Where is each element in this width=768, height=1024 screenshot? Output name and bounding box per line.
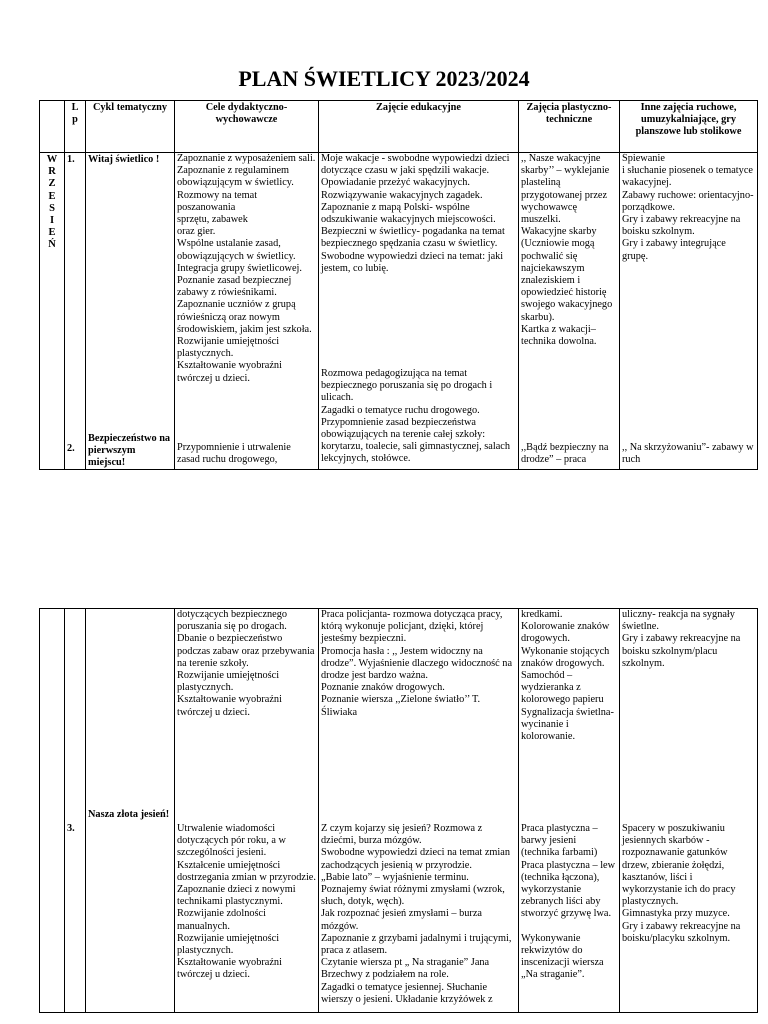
lesson-2: Rozmowa pedagogizująca na temat bezpiecznego poruszania się po drogach i ulicach. Zagadki o tematyce ruchu drogowego. Przypomnienie zasad bezpieczeństwa obowiązujących na terenie całej szkoły: korytarzu, toalecie, sali gimnastycznej, salach lekcyjnych, stołówce.	[321, 368, 510, 465]
header-cycle: Cykl tematyczny	[86, 101, 175, 153]
other-cont: uliczny- reakcja na sygnały świetlne. Gry i zabawy rekreacyjne na boisku szkolnym/placu szkolnym.	[622, 609, 741, 669]
lp-1: 1.	[67, 154, 75, 165]
goals-1: Zapoznanie z wyposażeniem sali. Zapoznanie z regulaminem obowiązującym w świetlicy. Rozmowy na temat poszanowania sprzętu, zabawek oraz gier. Wspólne ustalanie zasad, obowiązujących w świetlicy. Integracja grupy świetlicowej. Poznanie zasad bezpiecznej zabawy z rówieśnikami. Zapoznanie uczniów z grupą rówieśniczą oraz nowym środowiskiem, jakim jest szkoła. Rozwijanie umiejętności plastycznych. Kształtowanie wyobraźni twórczej u dzieci.	[177, 153, 316, 384]
art-2: ,,Bądź bezpieczny na drodze” – praca	[521, 442, 609, 466]
table-row	[40, 153, 758, 470]
cycle-2: Bezpieczeństwo na pierwszym miejscu!	[88, 433, 171, 469]
header-lp: L p	[65, 101, 86, 153]
other-cell	[620, 609, 758, 1013]
lp-2: 2.	[67, 443, 75, 454]
goals-cont: dotyczących bezpiecznego poruszania się po drogach. Dbanie o bezpieczeństwo podczas zabaw oraz przebywania na terenie szkoły. Rozwijanie umiejętności plastycznych. Kształtowanie wyobraźni twórczej u dzieci.	[177, 609, 315, 718]
table-row	[40, 609, 758, 1013]
goals-cell	[175, 153, 319, 470]
header-other: Inne zajęcia ruchowe, umuzykalniające, gry planszowe lub stolikowe	[620, 101, 758, 153]
art-cont: kredkami. Kolorowanie znaków drogowych. Wykonanie stojących znaków drogowych. Samochód – wydzieranka z kolorowego papieru Sygnalizacja świetlna- wycinanie i kolorowanie.	[521, 609, 614, 743]
cycle-cell	[86, 609, 175, 1013]
art-cell	[519, 153, 620, 470]
header-row	[40, 101, 758, 153]
other-2: ,, Na skrzyżowaniu”- zabawy w ruch	[622, 442, 754, 466]
lp-cell	[65, 153, 86, 470]
lesson-cont: Praca policjanta- rozmowa dotycząca pracy, którą wykonuje policjant, dzięki, której jesteśmy bezpieczni. Promocja hasła : ,, Jestem widoczny na drodze”. Wyjaśnienie dlaczego widoczność na drodze jest bardzo ważna. Poznanie znaków drogowych. Poznanie wiersza ,,Zielone światło’’ T. Śliwiaka	[321, 609, 513, 718]
lesson-3: Z czym kojarzy się jesień? Rozmowa z dziećmi, burza mózgów. Swobodne wypowiedzi dzieci na temat zmian zachodzących jesienią w przyrodzie. „Babie lato” – wyjaśnienie terminu. Poznajemy świat różnymi zmysłami (wzrok, słuch, dotyk, węch). Jak rozpoznać jesień zmysłami – burza mózgów. Zapoznanie z grzybami jadalnymi i trującymi, praca z atlasem. Czytanie wiersza pt „ Na straganie” Jana Brzechwy z podziałem na role. Zagadki o tematyce jesiennej. Słuchanie wierszy o jesieni. Układanie krzyżówek z	[321, 823, 512, 1005]
lesson-cell	[319, 153, 519, 470]
lp-cell	[65, 609, 86, 1013]
plan-table-page-2	[39, 608, 758, 1013]
month-cell	[40, 609, 65, 1013]
art-cell	[519, 609, 620, 1013]
header-month	[40, 101, 65, 153]
cycle-cell	[86, 153, 175, 470]
header-art: Zajęcia plastyczno-techniczne	[519, 101, 620, 153]
other-3: Spacery w poszukiwaniu jesiennych skarbów - rozpoznawanie gatunków drzew, zbieranie żołędzi, kasztanów, liści i wykorzystanie ich do pracy plastycznych. Gimnastyka przy muzyce. Gry i zabawy rekreacyjne na boisku/placyku szkolnym.	[622, 823, 741, 944]
page-title: PLAN ŚWIETLICY 2023/2024	[238, 66, 530, 91]
other-1: Śpiewanie i słuchanie piosenek o tematyce wakacyjnej. Zabawy ruchowe: orientacyjno-porządkowe. Gry i zabawy rekreacyjne na boisku szkolnym. Gry i zabawy integrujące grupę.	[622, 153, 754, 262]
goals-cell	[175, 609, 319, 1013]
other-cell	[620, 153, 758, 470]
month-label: W R Z E S I E Ń	[40, 153, 65, 470]
header-goals: Cele dydaktyczno-wychowawcze	[175, 101, 319, 153]
cycle-1: Witaj świetlico !	[88, 154, 160, 165]
goals-3: Utrwalenie wiadomości dotyczących pór roku, a w szczególności jesieni. Kształcenie umiejętności dostrzegania zmian w przyrodzie. Zapoznanie dzieci z nowymi technikami plastycznymi. Rozwijanie zdolności manualnych. Rozwijanie umiejętności plastycznych. Kształtowanie wyobraźni twórczej u dzieci.	[177, 823, 316, 981]
goals-2: Przypomnienie i utrwalenie zasad ruchu drogowego,	[177, 442, 291, 466]
header-lesson: Zajęcie edukacyjne	[319, 101, 519, 153]
lesson-cell	[319, 609, 519, 1013]
plan-table-page-1	[39, 100, 758, 470]
art-3: Praca plastyczna – barwy jesieni (technika farbami) Praca plastyczna – lew (technika łączona), wykorzystanie zebranych liści aby stworzyć grzywę lwa. Wykonywanie rekwizytów do inscenizacji wiersza „Na straganie”.	[521, 823, 616, 981]
art-1: ,, Nasze wakacyjne skarby’’ – wyklejanie plasteliną przygotowanej przez wychowawcę muszelki. Wakacyjne skarby (Uczniowie mogą pochwalić się najciekawszym znaleziskiem i opowiedzieć historię swojego wakacyjnego skarbu). Kartka z wakacji– technika dowolna.	[521, 153, 613, 348]
lesson-1: Moje wakacje - swobodne wypowiedzi dzieci dotyczące czasu w jaki spędzili wakacje. Opowiadanie przeżyć wakacyjnych. Rozwiązywanie wakacyjnych zagadek. Zapoznanie z mapą Polski- wspólne odszukiwanie wakacyjnych miejscowości. Bezpieczni w świetlicy- pogadanka na temat bezpiecznego spędzania czasu w świetlicy. Swobodne wypowiedzi dzieci na temat: jaki jestem, co lubię.	[321, 153, 510, 274]
lp-3: 3.	[67, 823, 75, 834]
cycle-3: Nasza złota jesień!	[88, 809, 170, 820]
